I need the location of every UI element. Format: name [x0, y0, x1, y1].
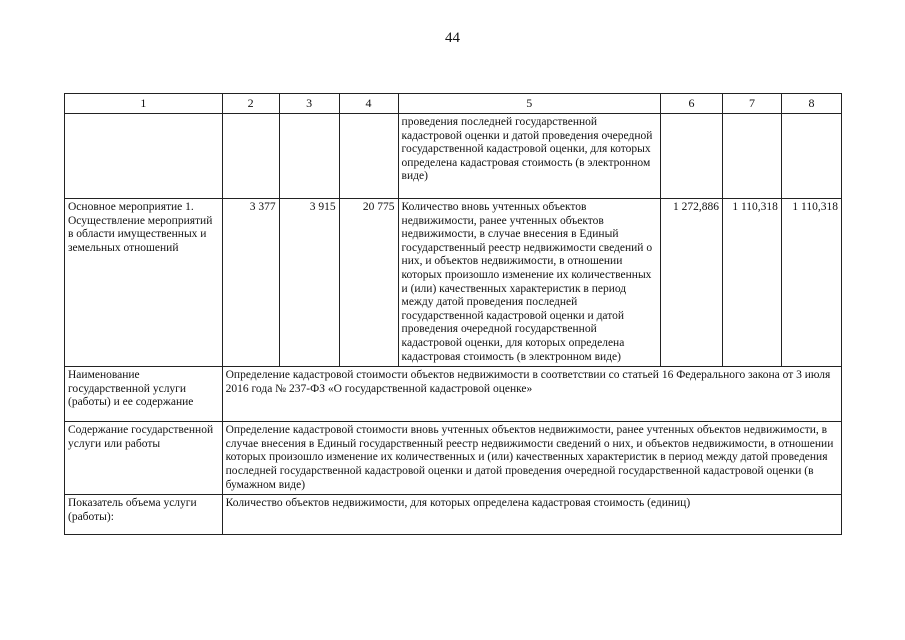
page-number: 44 — [445, 30, 460, 46]
activity-col2: 3 377 — [222, 199, 279, 367]
activity-col4: 20 775 — [339, 199, 398, 367]
header-row — [65, 94, 842, 114]
activity-name: Основное мероприятие 1. Осуществление мероприятий в области имущественных и земельных отношений — [65, 199, 223, 367]
activity-indicator: Количество вновь учтенных объектов недвижимости, ранее учтенных объектов недвижимости, в случае внесения в Единый государственный реестр недвижимости сведений о них, и объектов недвижимости, в отношении которых произошло изменение их количественных и (или) качественных характеристик в период между датой проведения последней государственной кадастровой оценки и датой проведения очередной государственной кадастровой оценки, для которых определена кадастровая стоимость (в электронном виде) — [398, 199, 660, 367]
continuation-col3 — [279, 114, 339, 199]
service-content-row — [65, 422, 842, 495]
service-name-value: Определение кадастровой стоимости объектов недвижимости в соответствии со статьей 16 Федерального закона от 3 июля 2016 года № 237-ФЗ «О государственной кадастровой оценке» — [222, 367, 841, 422]
header-cell-4: 4 — [339, 94, 398, 114]
volume-indicator-value: Количество объектов недвижимости, для которых определена кадастровая стоимость (единиц) — [222, 495, 841, 535]
main-activity-row — [65, 199, 842, 367]
continuation-row — [65, 114, 842, 199]
continuation-col7 — [722, 114, 781, 199]
header-cell-6: 6 — [660, 94, 722, 114]
volume-indicator-row — [65, 495, 842, 535]
header-cell-1: 1 — [65, 94, 223, 114]
continuation-col2 — [222, 114, 279, 199]
header-cell-5: 5 — [398, 94, 660, 114]
program-table — [64, 93, 842, 535]
activity-col3: 3 915 — [279, 199, 339, 367]
continuation-col5: проведения последней государственной кадастровой оценки и датой проведения очередной государственной кадастровой оценки, для которых определена кадастровая стоимость (в электронном виде) — [398, 114, 660, 199]
activity-col8: 1 110,318 — [781, 199, 841, 367]
service-name-row — [65, 367, 842, 422]
continuation-col1 — [65, 114, 223, 199]
header-cell-7: 7 — [722, 94, 781, 114]
continuation-col8 — [781, 114, 841, 199]
header-cell-3: 3 — [279, 94, 339, 114]
volume-indicator-label: Показатель объема услуги (работы): — [65, 495, 223, 535]
activity-col6: 1 272,886 — [660, 199, 722, 367]
continuation-col4 — [339, 114, 398, 199]
header-cell-2: 2 — [222, 94, 279, 114]
service-content-value: Определение кадастровой стоимости вновь учтенных объектов недвижимости, ранее учтенных объектов недвижимости, в случае внесения в Единый государственный реестр недвижимости сведений о них, и объектов недвижимости, в отношении которых произошло изменение их количественных и (или) качественных характеристик в период между датой проведения последней государственной кадастровой оценки и датой проведения очередной государственной кадастровой оценки (в бумажном виде) — [222, 422, 841, 495]
header-cell-8: 8 — [781, 94, 841, 114]
continuation-col6 — [660, 114, 722, 199]
service-name-label: Наименование государственной услуги (работы) и ее содержание — [65, 367, 223, 422]
service-content-label: Содержание государственной услуги или работы — [65, 422, 223, 495]
activity-col7: 1 110,318 — [722, 199, 781, 367]
